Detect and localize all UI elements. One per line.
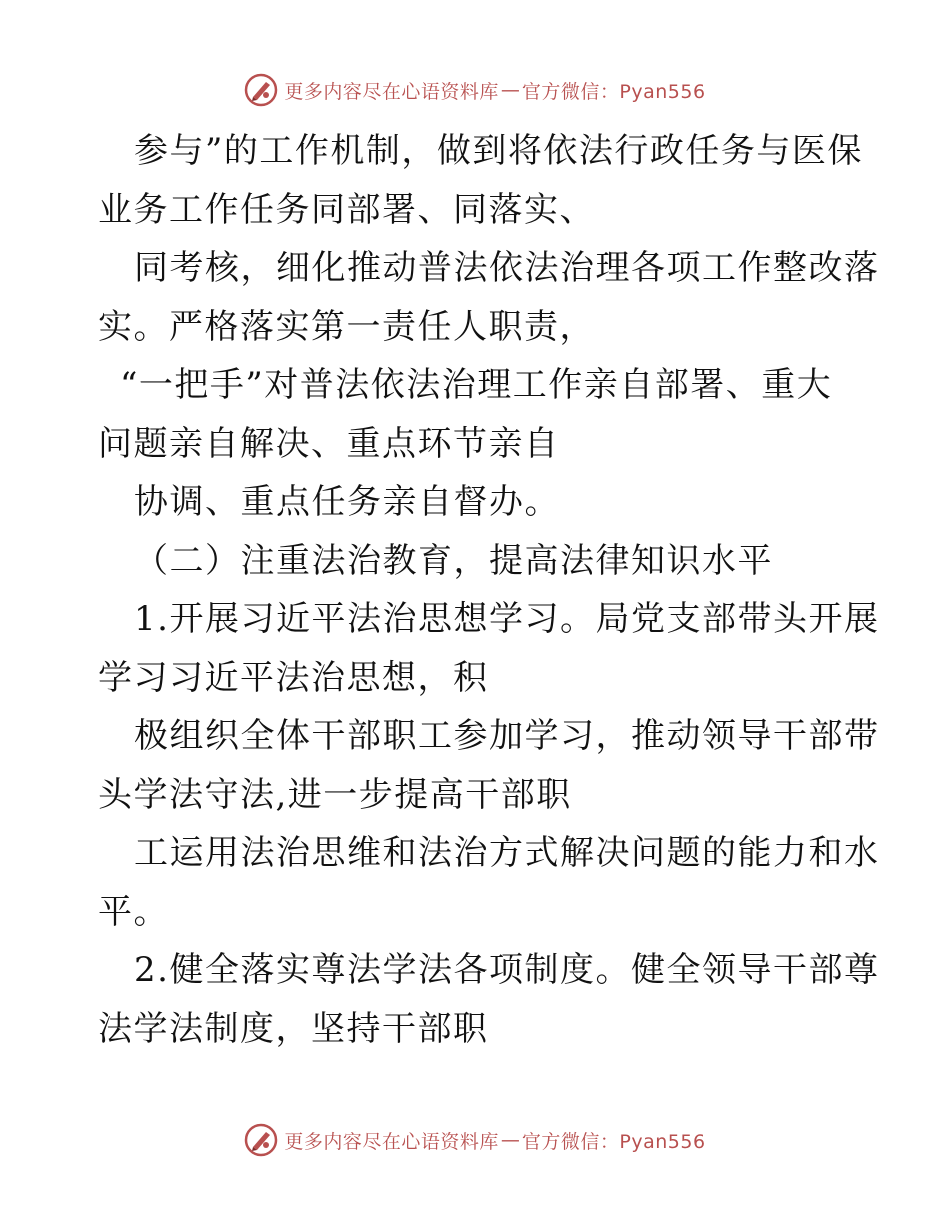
body-line: 协调、重点任务亲自督办。 xyxy=(134,482,560,522)
header-watermark xyxy=(0,70,950,110)
body-line: 法学法制度，坚持干部职 xyxy=(98,1008,489,1049)
watermark-text: 更多内容尽在心语资料库 xyxy=(284,1130,499,1153)
watermark-wechat: 官方微信：Pyan556 xyxy=(521,1130,706,1153)
body-line: 极组织全体干部职工参加学习，推动领导干部带 xyxy=(134,716,880,756)
footer-watermark xyxy=(0,1120,950,1160)
body-line: 平。 xyxy=(98,891,169,932)
body-line: 1.开展习近平法治思想学习。局党支部带头开展 xyxy=(134,599,880,639)
body-line: 工运用法治思维和法治方式解决问题的能力和水 xyxy=(134,833,880,873)
body-line: 实。严格落实第一责任人职责， xyxy=(98,306,595,347)
body-line: 同考核，细化推动普法依法治理各项工作整改落 xyxy=(134,248,880,288)
body-line: 问题亲自解决、重点环节亲自 xyxy=(98,423,560,464)
watermark-separator: — xyxy=(500,1129,520,1151)
body-line: 参与”的工作机制，做到将依法行政任务与医保 xyxy=(134,131,863,171)
watermark-wechat: 官方微信：Pyan556 xyxy=(521,80,706,103)
body-line: 头学法守法,进一步提高干部职 xyxy=(98,774,572,815)
body-line: 业务工作任务同部署、同落实、 xyxy=(98,189,595,230)
document-body xyxy=(98,122,880,1058)
watermark-text: 更多内容尽在心语资料库 xyxy=(284,80,499,103)
pen-seal-logo-icon xyxy=(244,73,278,107)
pen-seal-logo-icon xyxy=(244,1123,278,1157)
body-line: “一把手”对普法依法治理工作亲自部署、重大 xyxy=(120,365,833,405)
watermark-separator: — xyxy=(500,79,520,101)
body-line: 2.健全落实尊法学法各项制度。健全领导干部尊 xyxy=(134,950,880,990)
section-heading: （二）注重法治教育，提高法律知识水平 xyxy=(134,540,773,581)
body-line: 学习习近平法治思想，积 xyxy=(98,657,489,698)
